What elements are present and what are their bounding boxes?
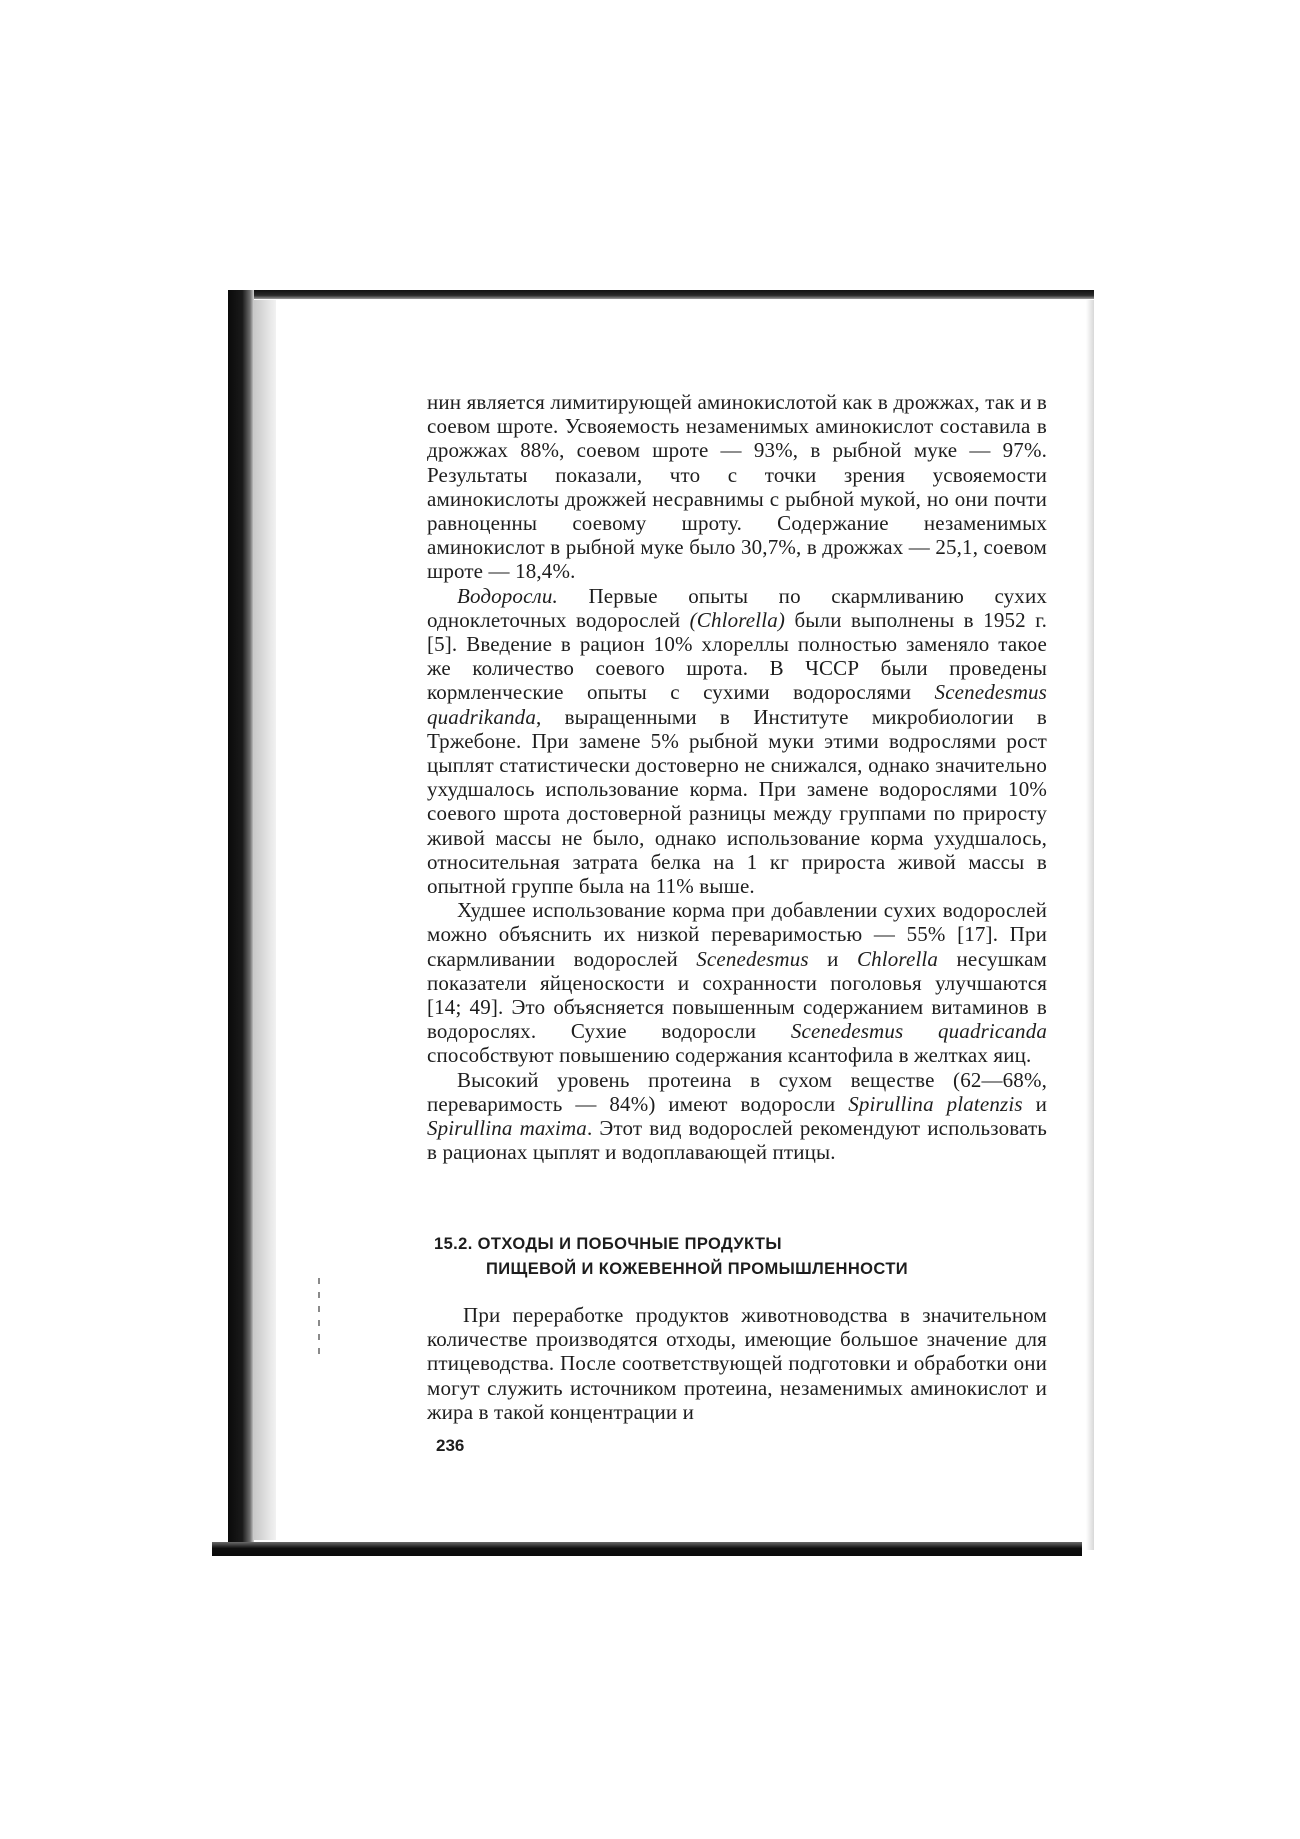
italic-term: Scenedesmus bbox=[696, 946, 809, 971]
section-paragraph: При переработке продуктов животноводства в значительном количестве производятся отходы, имеющие большое значение для птицеводства. После соответствующей подготовки и обработки они могут служить источником протеина, незаменимых аминокислот и жира в такой концентрации и bbox=[427, 1303, 1047, 1424]
scan-edge-right bbox=[1086, 300, 1094, 1550]
text-run: Худшее использование корма при добавлении сухих водорослей можно объяснить их низкой переваримостью — 55% [17]. При скармливании водорослей bbox=[427, 898, 1047, 971]
margin-marks bbox=[318, 1278, 320, 1356]
page-number: 236 bbox=[436, 1436, 465, 1455]
paragraph-yeast bbox=[427, 390, 1047, 584]
text-run: , выращенными в Институте микробиологии в Тржебоне. При замене 5% рыбной муки этими водрослями рост цыплят статистически достоверно не снижался, однако значительно ухудшалось использование корма. При замене водорослями 10% соевого шрота достоверной разницы между группами по приросту живой массы не было, однако использование корма ухудшалось, относительная затрата белка на 1 кг прироста живой массы в опытной группе была на 11% выше. bbox=[427, 704, 1047, 899]
italic-term: Scenedesmus quadricanda bbox=[790, 1019, 1047, 1044]
paragraph-algae bbox=[427, 584, 1047, 899]
scan-edge-shadow bbox=[254, 300, 276, 1540]
section-body bbox=[427, 1303, 1047, 1424]
scan-edge-bottom bbox=[212, 1542, 1082, 1556]
paragraph-spirullina bbox=[427, 1068, 1047, 1165]
italic-term: Водоросли. bbox=[457, 583, 558, 608]
text-run: были выполнены в 1952 г. [5]. Введение в рацион 10% хлореллы полностью заменяло такое же количество соевого шрота. В ЧССР были проведены кормленческие опыты с сухими водорослями bbox=[427, 607, 1048, 705]
text-run: нин является лимитирующей аминокислотой как в дрожжах, так и в соевом шроте. Усвояемость незаменимых аминокислот составила в дрожжах 88%, соевом шроте — 93%, в рыбной муке — 97%. Результаты показали, что с точки зрения усвояемости аминокислоты дрожжей несравнимы с рыбной мукой, но они почти равноценны соевому шроту. Содержание незаменимых аминокислот в рыбной муке было 30,7%, в дрожжах — 25,1, соевом шроте — 18,4%. bbox=[427, 390, 1047, 584]
text-run: способствуют повышению содержания ксантофила в желтках яиц. bbox=[427, 1043, 1032, 1068]
section-heading-line1: 15.2. ОТХОДЫ И ПОБОЧНЫЕ ПРОДУКТЫ bbox=[434, 1235, 782, 1253]
scan-edge-left bbox=[228, 290, 254, 1555]
text-run: . Этот вид водорослей рекомендуют использовать в рационах цыплят и водоплавающей птицы. bbox=[427, 1116, 1047, 1165]
text-run: и bbox=[808, 946, 857, 971]
body-text bbox=[427, 390, 1047, 1165]
italic-term: Scenedesmus quadrikanda bbox=[427, 680, 1047, 729]
scan-edge-top bbox=[228, 290, 1094, 299]
text-run: Высокий уровень протеина в сухом веществе (62—68%, переваримость — 84%) имеют водоросли bbox=[427, 1067, 1047, 1116]
text-run: несушкам показатели яйценоскости и сохранности поголовья улучшаются [14; 49]. Это объясняется повышенным содержанием витаминов в водорослях. Сухие водоросли bbox=[427, 946, 1047, 1044]
section-heading bbox=[434, 1232, 1054, 1282]
italic-term: Spirullina platenzis bbox=[848, 1091, 1023, 1116]
section-heading-line2: ПИЩЕВОЙ И КОЖЕВЕННОЙ ПРОМЫШЛЕННОСТИ bbox=[486, 1260, 909, 1278]
italic-term: (Chlorella) bbox=[689, 607, 786, 632]
italic-term: Spirullina maxima bbox=[427, 1116, 587, 1141]
paragraph-digestibility bbox=[427, 898, 1047, 1067]
text-run: и bbox=[1022, 1091, 1047, 1116]
italic-term: Chlorella bbox=[856, 946, 939, 971]
text-run: Первые опыты по скармливанию сухих одноклеточных водорослей bbox=[427, 583, 1047, 632]
